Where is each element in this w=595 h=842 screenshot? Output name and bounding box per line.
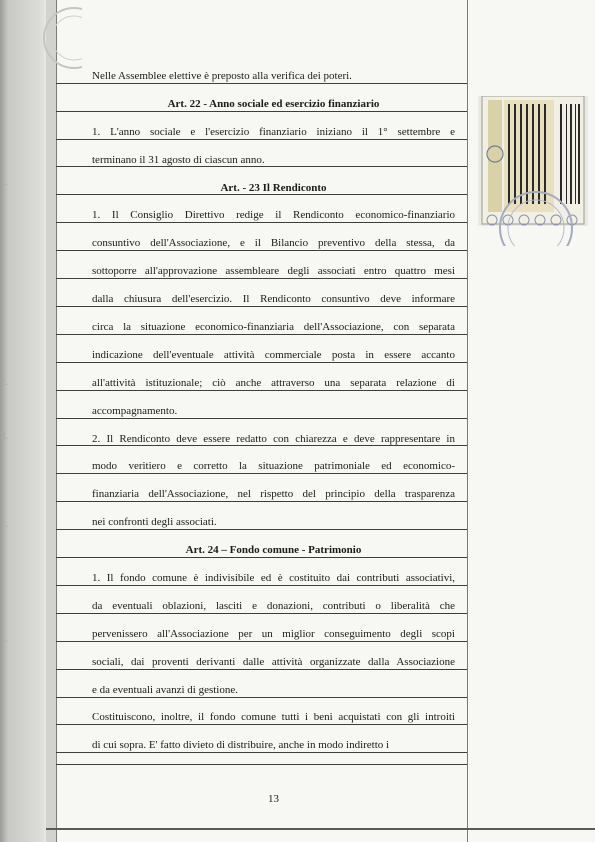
article-heading: Art. - 23 Il Rendiconto bbox=[220, 182, 327, 194]
text-line: di cui sopra. E' fatto divieto di distribuire, anche in modo indiretto i bbox=[92, 739, 390, 751]
ruled-line bbox=[56, 501, 467, 502]
text-line: 1. Il Consiglio Direttivo redige il Rendiconto economico-finanziario bbox=[92, 209, 455, 221]
ruled-line bbox=[56, 250, 467, 251]
text-line: modo veritiero e corretto la situazione patrimoniale ed economico- bbox=[92, 460, 455, 472]
right-margin-rule bbox=[467, 0, 468, 842]
ruled-line bbox=[56, 334, 467, 335]
text-line: finanziaria dell'Associazione, nel rispetto del principio della trasparenza bbox=[92, 488, 455, 500]
ruled-line bbox=[56, 222, 467, 223]
text-line: sottoporre all'approvazione assembleare degli associati entro quattro mesi bbox=[92, 265, 455, 277]
text-line: indicazione dell'eventuale attività commerciale posta in essere accanto bbox=[92, 349, 455, 361]
bleed-through-mark: 3. bbox=[0, 430, 9, 442]
ruled-line bbox=[56, 724, 467, 725]
bleed-through-mark: 1. bbox=[0, 518, 9, 530]
bleed-through-mark: 1. bbox=[0, 176, 9, 188]
text-line: circa la situazione economico-finanziaria dell'Associazione, con separata bbox=[92, 321, 455, 333]
ruled-line bbox=[56, 362, 467, 363]
article-heading: Art. 22 - Anno sociale ed esercizio finanziario bbox=[167, 98, 380, 110]
text-line: Nelle Assemblee elettive è preposto alla verifica dei poteri. bbox=[92, 70, 352, 82]
ruled-line bbox=[56, 278, 467, 279]
text-line: Costituiscono, inoltre, il fondo comune tutti i beni acquistati con gli introiti bbox=[92, 711, 455, 723]
ruled-line bbox=[56, 529, 467, 530]
text-line: e da eventuali avanzi di gestione. bbox=[92, 684, 238, 696]
seal-stamp-icon bbox=[2, 2, 82, 82]
ruled-line bbox=[56, 83, 467, 84]
text-line: sociali, dai proventi derivanti dalle attività organizzate dalla Associazione bbox=[92, 656, 455, 668]
revenue-stamp-icon bbox=[478, 96, 588, 246]
text-line: da eventuali oblazioni, lasciti e donazioni, contributi o liberalità che bbox=[92, 600, 455, 612]
text-line: 1. L'anno sociale e l'esercizio finanziario iniziano il 1° settembre e bbox=[92, 126, 455, 138]
text-line: nei confronti degli associati. bbox=[92, 516, 217, 528]
page-fold-shadow bbox=[0, 0, 46, 842]
ruled-line bbox=[56, 697, 467, 698]
ruled-line bbox=[56, 752, 467, 753]
bleed-through-mark: 2. bbox=[0, 376, 9, 388]
ruled-line bbox=[56, 585, 467, 586]
text-line: accompagnamento. bbox=[92, 405, 178, 417]
ruled-line bbox=[56, 641, 467, 642]
ruled-line bbox=[56, 139, 467, 140]
ruled-line bbox=[56, 111, 467, 112]
article-heading: Art. 24 – Fondo comune - Patrimonio bbox=[185, 544, 362, 556]
text-line: consuntivo dell'Associazione, e il Bilancio preventivo della stessa, da bbox=[92, 237, 455, 249]
ruled-line bbox=[56, 764, 467, 765]
ruled-line bbox=[56, 306, 467, 307]
text-line: dalla chiusura dell'esercizio. Il Rendiconto consuntivo deve informare bbox=[92, 293, 455, 305]
ruled-line bbox=[56, 473, 467, 474]
text-line: 1. Il fondo comune è indivisibile ed è costituito dai contributi associativi, bbox=[92, 572, 455, 584]
ruled-line bbox=[56, 418, 467, 419]
ruled-line bbox=[56, 390, 467, 391]
page-number: 13 bbox=[268, 793, 279, 805]
left-margin-rule bbox=[56, 0, 57, 842]
text-line: all'attività istituzionale; ciò anche attraverso una separata relazione di bbox=[92, 377, 455, 389]
page-binding-strip bbox=[46, 0, 56, 842]
ruled-line bbox=[56, 669, 467, 670]
page-bottom-edge bbox=[46, 828, 595, 830]
ruled-line bbox=[56, 557, 467, 558]
text-line: terminano il 31 agosto di ciascun anno. bbox=[92, 154, 265, 166]
text-line: pervenissero all'Associazione per un miglior conseguimento degli scopi bbox=[92, 628, 455, 640]
text-line: 2. Il Rendiconto deve essere redatto con chiarezza e deve rappresentare in bbox=[92, 433, 455, 445]
bleed-through-mark: 1. bbox=[0, 633, 9, 645]
ruled-line bbox=[56, 613, 467, 614]
